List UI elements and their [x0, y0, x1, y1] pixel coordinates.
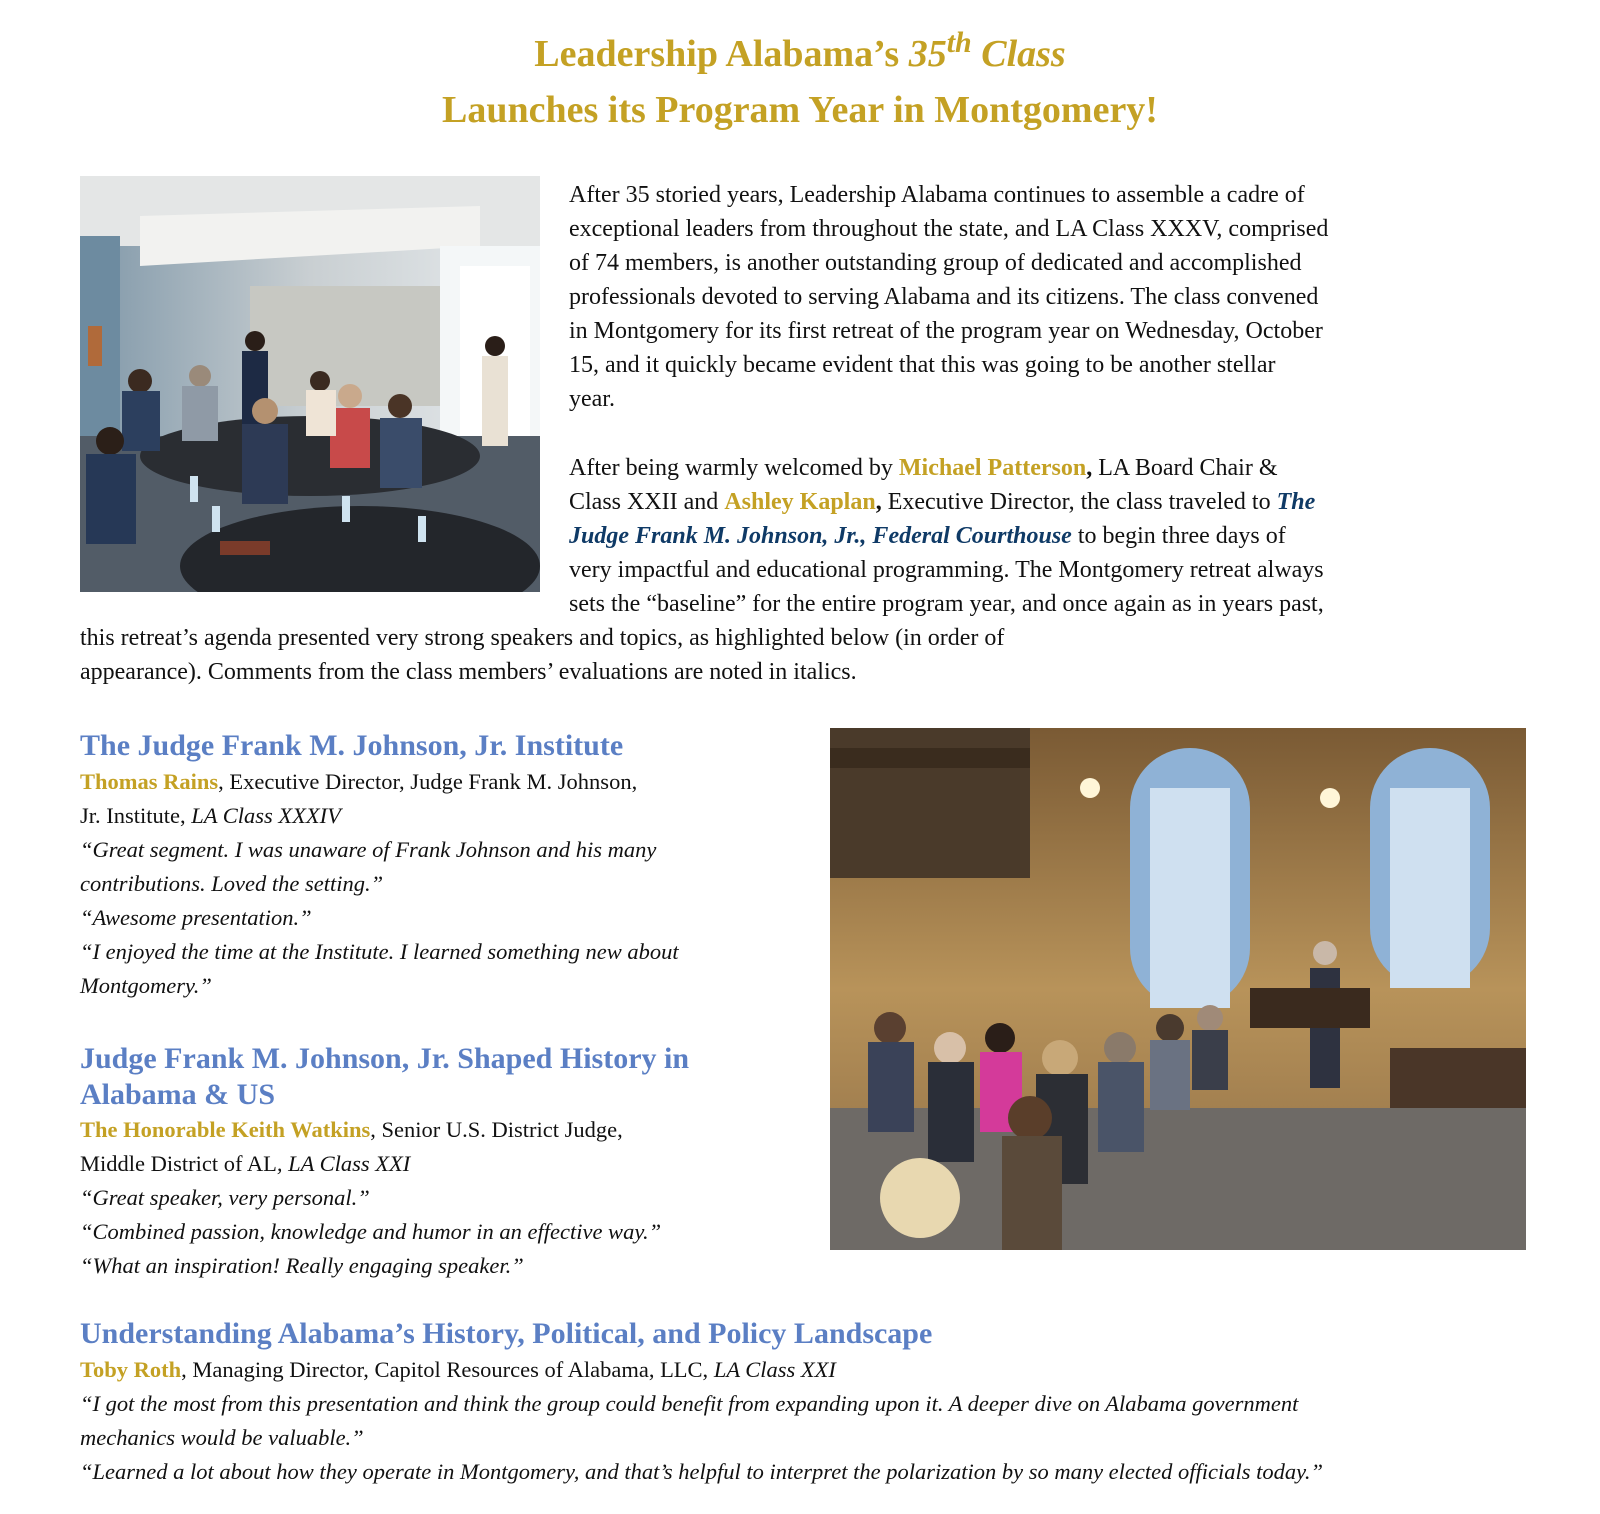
- title-line-1: Leadership Alabama’s 35th Class: [534, 26, 1066, 75]
- speaker-ashley-kaplan: Ashley Kaplan: [724, 489, 876, 515]
- quote: “I got the most from this presentation and think the group could benefit from expanding upon it. A deeper dive on Alabama government: [80, 1391, 1299, 1416]
- section-title-policy-landscape: Understanding Alabama’s History, Political, and Policy Landscape: [80, 1317, 933, 1350]
- title-class-number: 35th Class: [908, 26, 1066, 75]
- intro-paragraph-2: After being warmly welcomed by Michael Patterson, LA Board Chair & Class XXII and Ashley Kaplan, Executive Director, the class traveled to The Judge Frank M. Johnson, Jr., Federal Courthouse to begin three days of very impactful and educational programming. The Montgomery retreat always sets the “baseline” for the entire program year, and once again as in years past,: [569, 455, 1324, 617]
- page-title: [0, 26, 1600, 138]
- quote: Montgomery.”: [80, 973, 212, 998]
- speaker-keith-watkins: The Honorable Keith Watkins: [80, 1117, 371, 1142]
- speaker-thomas-rains: Thomas Rains: [80, 769, 219, 794]
- intro-paragraph-2-continued: this retreat’s agenda presented very strong speakers and topics, as highlighted below (in order of appearance). Comments from the class members’ evaluations are noted in italics.: [80, 625, 1005, 685]
- quote: “Awesome presentation.”: [80, 905, 312, 930]
- speaker-michael-patterson: Michael Patterson: [898, 455, 1087, 481]
- title-line-2: Launches its Program Year in Montgomery!: [442, 89, 1158, 131]
- quote: contributions. Loved the setting.”: [80, 871, 384, 896]
- quote: “Great speaker, very personal.”: [80, 1185, 370, 1210]
- quote: “I enjoyed the time at the Institute. I learned something new about: [80, 939, 679, 964]
- section-title-johnson-institute: The Judge Frank M. Johnson, Jr. Institute: [80, 729, 624, 762]
- quote: “Learned a lot about how they operate in Montgomery, and that’s helpful to interpret the polarization by so many elected officials today.”: [80, 1459, 1324, 1484]
- quote: “What an inspiration! Really engaging speaker.”: [80, 1253, 524, 1278]
- quote: mechanics would be valuable.”: [80, 1425, 364, 1450]
- quote: “Great segment. I was unaware of Frank Johnson and his many: [80, 837, 657, 862]
- speaker-toby-roth: Toby Roth: [80, 1357, 182, 1382]
- retreat-meeting-photo: [80, 176, 540, 592]
- section-title-shaped-history: Judge Frank M. Johnson, Jr. Shaped History in Alabama & US: [80, 1042, 690, 1111]
- courthouse-name: Judge Frank M. Johnson, Jr., Federal Courthouse: [569, 523, 1072, 549]
- section-body-shaped-history: The Honorable Keith Watkins, Senior U.S. District Judge, Middle District of AL, LA Class XXI “Great speaker, very personal.” “Combined passion, knowledge and humor in an effective way.” “What an inspiration! Really engaging speaker.”: [80, 1113, 661, 1283]
- courtroom-presentation-photo: [830, 728, 1526, 1250]
- quote: “Combined passion, knowledge and humor in an effective way.”: [80, 1219, 662, 1244]
- intro-paragraph-1: After 35 storied years, Leadership Alabama continues to assemble a cadre of exceptional leaders from throughout the state, and LA Class XXXV, comprised of 74 members, is another outstanding group of dedicated and accomplished professionals devoted to serving Alabama and its citizens. The class convened in Montgomery for its first retreat of the program year on Wednesday, October 15, and it quickly became evident that this was going to be another stellar year.: [569, 182, 1329, 412]
- section-body-policy-landscape: Toby Roth, Managing Director, Capitol Resources of Alabama, LLC, LA Class XXI “I got the most from this presentation and think the group could benefit from expanding upon it. A deeper dive on Alabama government mechanics would be valuable.” “Learned a lot about how they operate in Montgomery, and that’s helpful to interpret the polarization by so many elected officials today.”: [80, 1353, 1323, 1489]
- section-body-johnson-institute: Thomas Rains, Executive Director, Judge Frank M. Johnson, Jr. Institute, LA Class XXXIV “Great segment. I was unaware of Frank Johnson and his many contributions. Loved the setting.” “Awesome presentation.” “I enjoyed the time at the Institute. I learned something new about Montgomery.”: [80, 765, 679, 1003]
